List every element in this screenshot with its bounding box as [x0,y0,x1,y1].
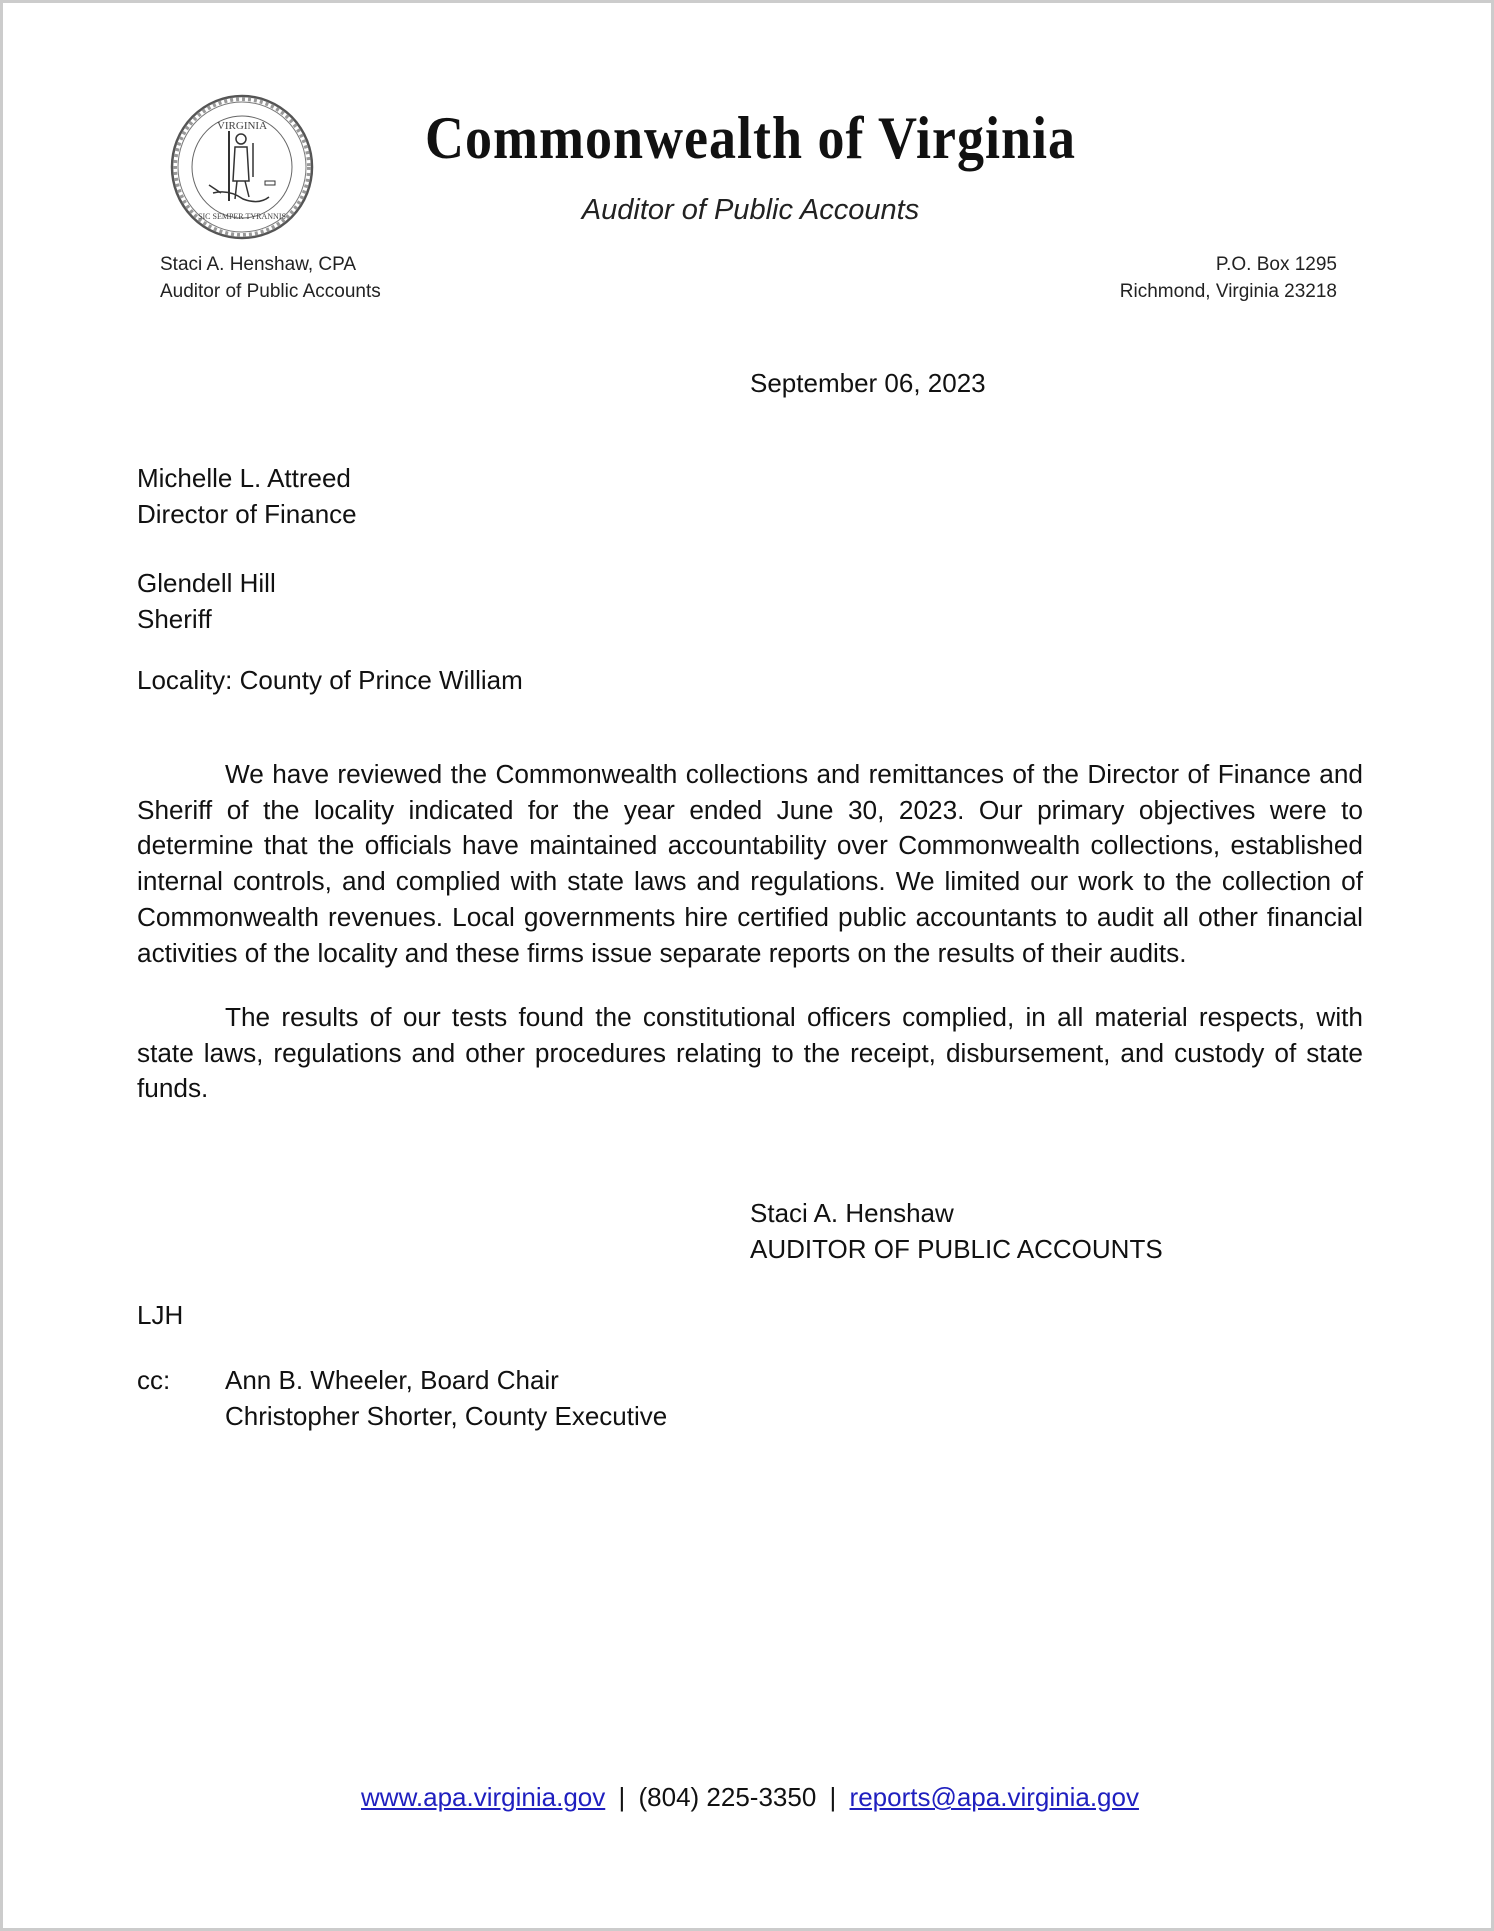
recipient-name: Glendell Hill [137,568,276,598]
cc-recipient: Ann B. Wheeler, Board Chair [225,1365,559,1395]
auditor-name: Staci A. Henshaw, CPA [160,254,357,275]
signature-block [750,1195,1163,1267]
email-link[interactable]: reports@apa.virginia.gov [849,1782,1139,1812]
recipient-block [137,565,276,637]
city-state-zip: Richmond, Virginia 23218 [1119,281,1337,302]
cc-label: cc: [137,1365,171,1395]
svg-text:SIC SEMPER TYRANNIS: SIC SEMPER TYRANNIS [198,212,286,221]
footer-contact [3,1779,1494,1815]
cc-list [225,1362,667,1434]
paragraph-text: We have reviewed the Commonwealth collections and remittances of the Director of Finance and Sheriff of the locality indicated for the year ended June 30, 2023. Our primary objectives were to determine that the officials have maintained accountability over Commonwealth collections, established internal controls, and complied with state laws and regulations. We limited our work to the collection of Commonwealth revenues. Local governments hire certified public accountants to audit all other financial activities of the locality and these firms issue separate reports on the results of their audits. [137,759,1363,968]
signer-name: Staci A. Henshaw [750,1198,954,1228]
svg-text:VIRGINIA: VIRGINIA [216,120,268,132]
website-link[interactable]: www.apa.virginia.gov [361,1782,606,1812]
address-header-block [1120,251,1337,305]
cc-recipient: Christopher Shorter, County Executive [225,1401,668,1431]
po-box: P.O. Box 1295 [1215,254,1337,275]
phone-number: (804) 225-3350 [638,1782,817,1812]
footer-separator: | [618,1782,626,1812]
locality-line: Locality: County of Prince William [137,665,523,695]
paragraph-text: The results of our tests found the constitutional officers complied, in all material respects, with state laws, regulations and other procedures relating to the receipt, disbursement, and custody of state funds. [137,1002,1363,1104]
virginia-seal-icon [169,93,315,241]
typist-initials: LJH [137,1300,184,1330]
body-paragraph [137,1000,1363,1107]
footer-separator: | [829,1782,837,1812]
letterhead-title: Commonwealth of Virginia [425,104,1076,172]
signer-title: AUDITOR OF PUBLIC ACCOUNTS [750,1234,1163,1264]
recipient-block [137,460,357,532]
letterhead-subtitle: Auditor of Public Accounts [581,194,920,226]
recipient-title: Director of Finance [137,499,357,529]
letter-date: September 06, 2023 [750,368,986,398]
auditor-header-block [160,251,381,305]
recipient-name: Michelle L. Attreed [137,463,351,493]
auditor-office: Auditor of Public Accounts [160,281,381,302]
recipient-title: Sheriff [137,604,212,634]
body-paragraph [137,757,1363,971]
